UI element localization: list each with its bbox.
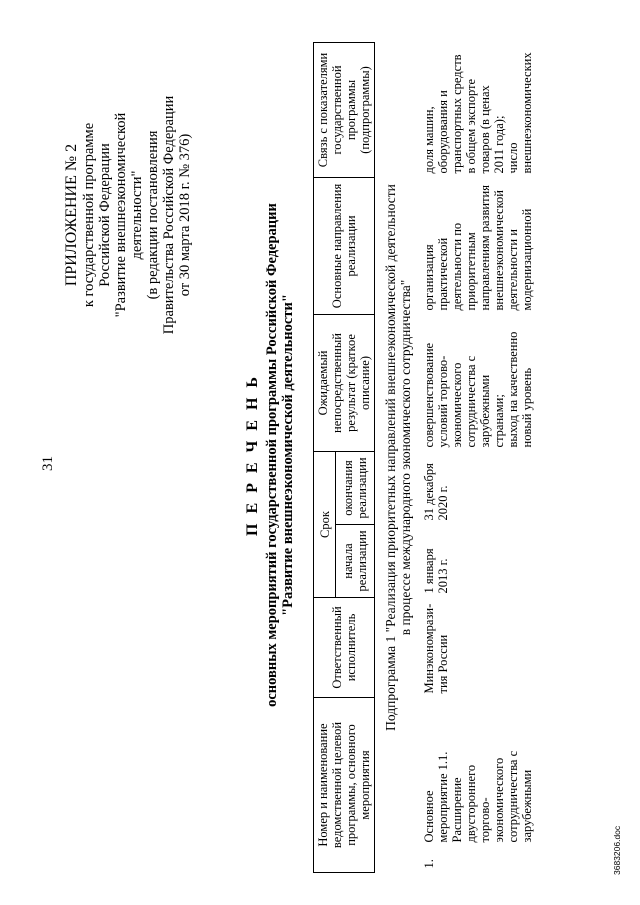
cell-line: приоритетным: [464, 232, 478, 311]
cell-end: [419, 451, 537, 524]
appendix-line: Российской Федерации: [97, 143, 113, 287]
document-code: 3683206.doc: [612, 825, 622, 875]
measures-table: [313, 42, 537, 873]
cell-result: [419, 314, 537, 451]
header-directions: Основные направления реализации: [314, 177, 375, 314]
cell-line: мероприятие 1.1.: [436, 751, 450, 843]
cell-line: Минэкономрази-: [422, 603, 436, 694]
cell-line: зарубежными: [478, 374, 492, 448]
appendix-title: ПРИЛОЖЕНИЕ № 2: [63, 143, 80, 287]
cell-line: направлениям развития: [478, 185, 492, 311]
header-executor: Ответственный исполнитель: [314, 598, 375, 698]
header-result: Ожидаемый непосредственный результат (краткое описание): [314, 314, 375, 451]
cell-line: сотрудничества с: [506, 750, 520, 843]
cell-line: выход на качественно: [506, 331, 520, 448]
cell-line: практической: [436, 237, 450, 311]
cell-line: Расширение: [450, 777, 464, 843]
header-link: Связь с показателями государственной программы (подпрограммы): [314, 42, 375, 177]
appendix-line: (в редакции постановления: [145, 130, 161, 300]
document-heading: [244, 165, 296, 745]
cell-line: транспортных средств: [450, 54, 464, 174]
row-number: 1.: [422, 859, 436, 869]
cell-executor: [419, 598, 537, 698]
cell-line: в общем экспорте: [464, 78, 478, 174]
cell-line: странами;: [492, 394, 506, 448]
cell-line: оборудования и: [436, 90, 450, 174]
cell-line: экономического: [450, 362, 464, 448]
header-name: Номер и наименование ведомственной целевой программы, основного мероприятия: [314, 698, 375, 873]
header-term: Срок: [314, 451, 336, 597]
cell-line: 1 января: [422, 548, 436, 594]
cell-line: число: [506, 142, 520, 174]
subprogram-line: Подпрограмма 1 "Реализация приоритетных направлений внешнеэкономической деятельности: [383, 184, 398, 731]
cell-line: модернизационной: [520, 208, 534, 311]
appendix-block: [64, 45, 193, 385]
appendix-line: "Развитие внешнеэкономической: [113, 112, 129, 318]
cell-line: 31 декабря: [422, 463, 436, 521]
cell-line: сотрудничества с: [464, 355, 478, 448]
cell-line: торгово-: [478, 797, 492, 843]
appendix-line: Правительства Российской Федерации: [161, 95, 177, 335]
cell-line: совершенствование: [422, 342, 436, 448]
cell-line: 2011 года);: [492, 115, 506, 174]
cell-line: двустороннего: [464, 764, 478, 843]
heading-title: П Е Р Е Ч Е Н Ь: [244, 374, 261, 536]
subprogram-line: в процессе международного экономического сотрудничества": [398, 279, 413, 636]
cell-line: внешнеэкономической: [492, 190, 506, 311]
appendix-line: деятельности": [129, 170, 145, 260]
cell-line: деятельности по: [450, 222, 464, 311]
cell-line: условий торгово-: [436, 355, 450, 448]
cell-line: тия России: [436, 634, 450, 694]
heading-line: "Развитие внешнеэкономической деятельности": [280, 294, 296, 616]
cell-directions: [419, 177, 537, 314]
cell-line: внешнеэкономических: [520, 52, 534, 174]
header-end: окончания реализации: [336, 451, 375, 524]
subprogram-title: [375, 42, 420, 872]
appendix-line: к государственной программе: [81, 122, 97, 308]
cell-line: 2020 г.: [436, 485, 450, 521]
header-start: начала реализации: [336, 525, 375, 598]
cell-start: [419, 525, 537, 598]
cell-line: организация: [422, 244, 436, 311]
table-row: [419, 42, 537, 872]
cell-line: Основное: [422, 790, 436, 843]
appendix-line: от 30 марта 2018 г. № 376): [177, 133, 193, 297]
cell-line: товаров (в ценах: [478, 85, 492, 174]
cell-line: зарубежными: [520, 769, 534, 843]
cell-line: доля машин,: [422, 106, 436, 174]
cell-line: 2013 г.: [436, 558, 450, 594]
cell-measure-name: [419, 698, 537, 873]
cell-link: [419, 42, 537, 177]
cell-line: деятельности и: [506, 229, 520, 311]
cell-line: новый уровень: [520, 367, 534, 448]
heading-line: основных мероприятий государственной программы Российской Федерации: [264, 203, 280, 707]
cell-line: экономического: [492, 757, 506, 843]
page-number: 31: [40, 456, 56, 471]
